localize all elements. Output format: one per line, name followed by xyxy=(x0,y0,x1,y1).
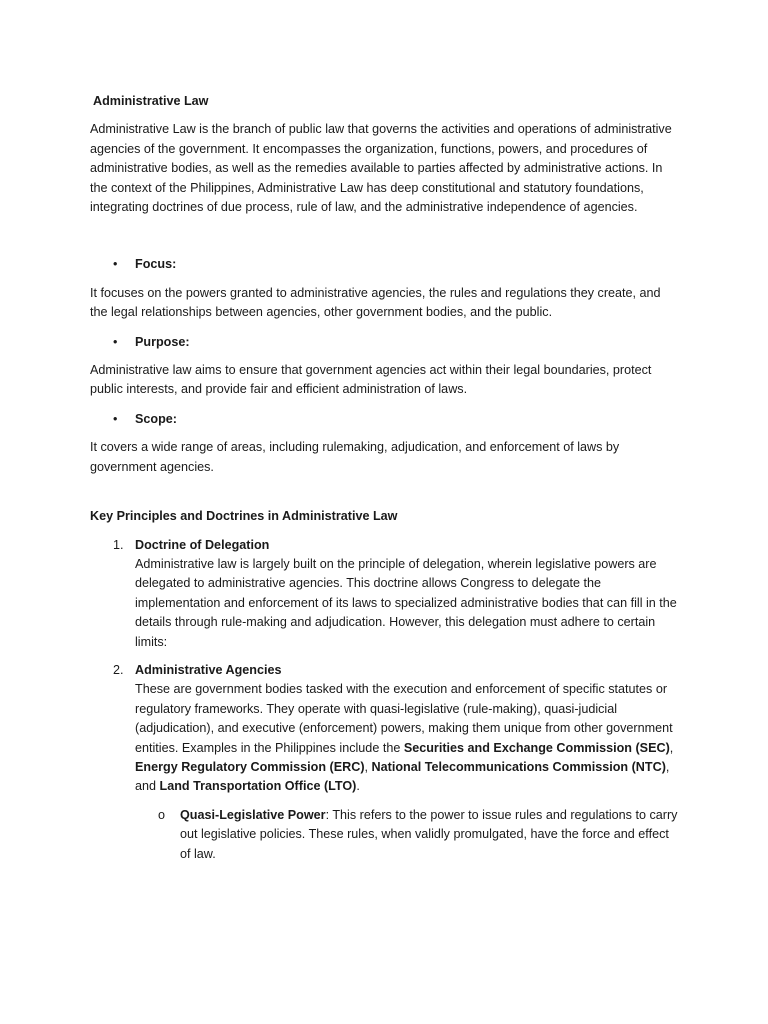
sub-item-quasi-legislative xyxy=(135,806,680,864)
principle-title: Administrative Agencies xyxy=(135,662,282,677)
sentence-end: . xyxy=(356,779,360,794)
bullet-marker: • xyxy=(113,334,118,349)
agency-ntc: National Telecommunications Commission (NTC) xyxy=(371,759,666,774)
document-page xyxy=(90,92,680,873)
bullet-marker: • xyxy=(113,411,118,426)
principles-list xyxy=(90,536,680,865)
separator: , and xyxy=(135,759,670,794)
scope-paragraph: It covers a wide range of areas, including rulemaking, adjudication, and enforcement of laws by government agencies. xyxy=(90,440,620,474)
bullet-purpose xyxy=(90,333,680,352)
bullet-focus xyxy=(90,255,680,274)
bullet-label: Purpose: xyxy=(135,334,190,349)
separator: , xyxy=(364,759,372,774)
purpose-paragraph: Administrative law aims to ensure that government agencies act within their legal boundaries, protect public interests, and provide fair and efficient administration of laws. xyxy=(90,363,652,397)
principles-heading: Key Principles and Doctrines in Administrative Law xyxy=(90,509,398,524)
separator: , xyxy=(669,740,674,755)
agency-lto: Land Transportation Office (LTO) xyxy=(159,779,357,794)
agency-erc: Energy Regulatory Commission (ERC) xyxy=(135,759,365,774)
principle-text: Administrative law is largely built on the principle of delegation, wherein legislative powers are delegated to administrative agencies. This doctrine allows Congress to delegate the implementation and enforcement of its laws to specialized administrative bodies that can fill in the details through rule-making and adjudication. However, this delegation must adhere to certain limits: xyxy=(135,556,677,649)
sub-marker: o xyxy=(158,807,166,822)
intro-paragraph: Administrative Law is the branch of public law that governs the activities and operations of administrative agencies of the government. It encompasses the organization, functions, powers, and procedures of administrative bodies, as well as the remedies available to parties affected by administrative actions. In the context of the Philippines, Administrative Law has deep constitutional and statutory foundations, integrating doctrines of due process, rule of law, and the administrative independence of agencies. xyxy=(90,122,672,215)
principle-title: Doctrine of Delegation xyxy=(135,537,270,552)
bullet-marker: • xyxy=(113,257,118,272)
bullet-label: Scope: xyxy=(135,411,177,426)
bullet-label: Focus: xyxy=(135,257,177,272)
bullet-scope xyxy=(90,410,680,429)
principle-item-agencies xyxy=(90,661,680,864)
sub-list xyxy=(135,806,680,864)
sub-text: : This refers to the power to issue rules and regulations to carry out legislative policies. These rules, when validly promulgated, have the force and effect of law. xyxy=(180,807,678,861)
agencies-text: These are government bodies tasked with the execution and enforcement of specific statutes or regulatory frameworks. They operate with quasi-legislative (rule-making), quasi-judicial (adjudication), and executive (enforcement) powers, making them unique from other government entities. Examples in the Philippines include the xyxy=(135,682,673,755)
sub-label: Quasi-Legislative Power xyxy=(180,807,326,822)
principle-text xyxy=(135,680,680,796)
agency-sec: Securities and Exchange Commission (SEC) xyxy=(403,740,670,755)
list-number: 1. xyxy=(113,537,124,552)
spacer xyxy=(90,487,680,507)
document-title: Administrative Law xyxy=(93,94,209,108)
list-number: 2. xyxy=(113,662,124,677)
spacer xyxy=(90,217,680,255)
focus-paragraph: It focuses on the powers granted to administrative agencies, the rules and regulations they create, and the legal relationships between agencies, other government bodies, and the public. xyxy=(90,285,661,320)
principle-item-delegation xyxy=(90,536,680,652)
